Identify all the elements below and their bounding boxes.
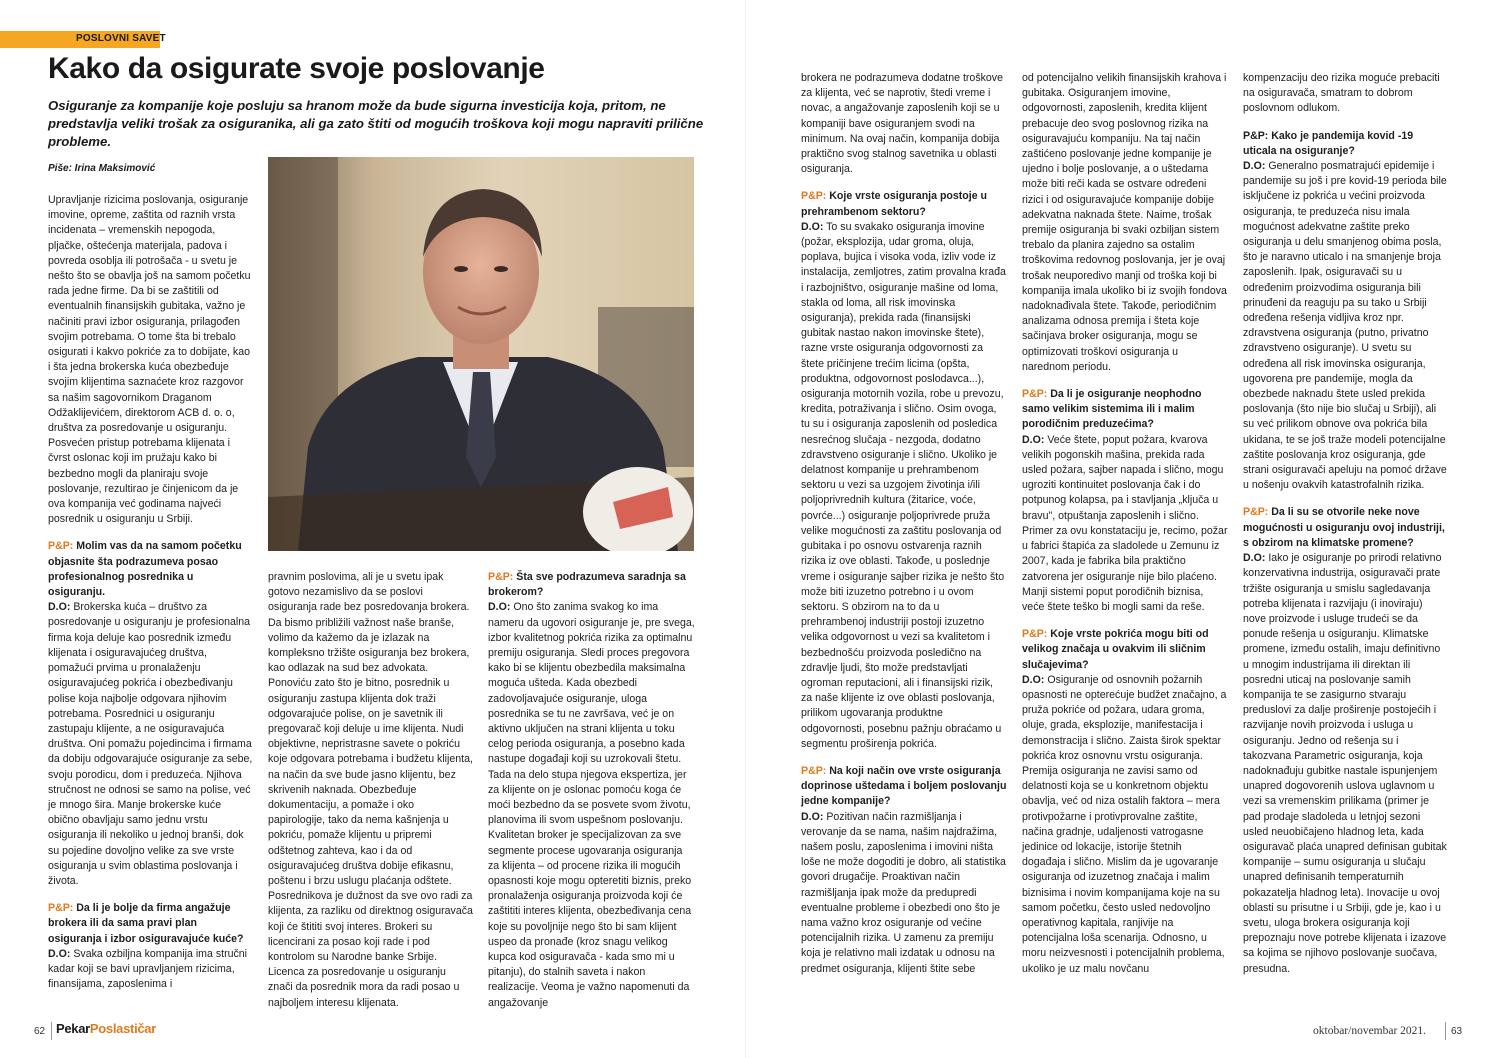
spread-fold xyxy=(745,0,746,1058)
question-9 xyxy=(1243,505,1448,551)
pp-label: P&P: xyxy=(1243,506,1269,519)
question-7-text: Koje vrste pokrića mogu biti od velikog značaja u ovakvim ili sličnim slučajevima? xyxy=(1022,628,1209,671)
question-2 xyxy=(48,901,253,947)
answer-6-text: Veće štete, poput požara, kvarova velikih pogonskih mašina, prekida rada usled požara, sajber napada i slično, mogu ugroziti kontinuitet poslovanja čak i do potpunog kolapsa, pa i stavljanja „ključa u bravu", otpuštanja zaposlenih i slično. Primer za ovu konstataciju je, recimo, požar u fabrici štapića za sladolede u Zemunu iz 2007, kada je fabrika bila praktično zatvorena jer osiguranje nije bilo plaćeno. Manji sistemi poput porodičnih biznisa, veće štete teško bi mogli sami da reše. xyxy=(1022,433,1228,613)
do-label: D.O: xyxy=(1243,552,1266,565)
question-7 xyxy=(1022,627,1228,673)
portrait-illustration xyxy=(268,157,694,551)
magazine-logo xyxy=(56,1021,156,1036)
intro-paragraph: Upravljanje rizicima poslovanja, osiguranje imovine, opreme, zaštita od raznih vrsta incidenata – vremenskih nepogoda, pljačke, oštećenja materijala, padova i povreda osoblja ili potrošača - u svetu je nešto što se obavlja još na samom početku rada jedne firme. Da bi se zaštitili od eventualnih finansijskih gubitaka, važno je načiniti pravi izbor osiguranja, prilagođen svojim potrebama. O tome šta bi trebalo osigurati i kakvo pokriće za to dobijate, kao i šta jedna brokerska kuća obezbeđuje svojim klijentima saznaćete kroz razgovor sa našim sagovornikom Draganom Odžaklijevićem, direktorom ACB d. o. o, društva za posredovanje u osiguranju. Posvećen pristup potrebama klijenata i čvrst oslonac koji im pružaju kako bi bezbedno mogli da planiraju svoje poslovanje, rezultirao je činjenicom da je ova kompanija već godinama najveći posrednik u osiguranju u Srbiji. xyxy=(48,194,251,526)
footer-divider-right xyxy=(1445,1022,1446,1040)
interviewee-photo xyxy=(268,157,694,551)
column-2 xyxy=(268,570,473,1011)
pp-label: P&P: xyxy=(801,764,827,777)
question-3-text: Šta sve podrazumeva saradnja sa brokerom? xyxy=(488,571,686,599)
do-label: D.O: xyxy=(1243,160,1266,173)
question-4-text: Koje vrste osiguranja postoje u prehrambenom sektoru? xyxy=(801,190,988,218)
section-tag-label: POSLOVNI SAVET xyxy=(76,33,166,44)
question-5-text: Na koji način ove vrste osiguranja doprinose uštedama i boljem poslovanju jedne kompanije? xyxy=(801,764,1007,808)
page-number-left: 62 xyxy=(34,1026,46,1037)
answer-2-cont: pravnim poslovima, ali je u svetu ipak gotovo nezamislivo da se poslovi osiguranja rade bez posredovanja brokera. Da bismo približili važnost naše branše, volimo da kažemo da je izlazak na kompleksno tržište osiguranja bez brokera, kao odlazak na sud bez advokata. Ponoviću zato što je bitno, posrednik u osiguranju zastupa klijenta dok traži odgovarajuće polise, on je savetnik ili pregovarač koji deluje u ime klijenta. Nudi objektivne, nepristrasne savete o pokriću koje odgovara potrebama i budžetu klijenta, na način da sve bude jasno klijentu, bez skrivenih naknada. Obezbeđuje dokumentaciju, a pomaže i oko papirologije, tako da nema kašnjenja u pokriću, pomaže klijentu u pripremi odštetnog zahteva, kao i da od osiguravajućeg društva dobije efikasnu, poštenu i brzu uslugu plaćanja odštete. Posrednikova je dužnost da sve ovo radi za klijenta, za razliku od direktnog osiguravača koji će štititi svoj interes. Brokeri su licencirani za posao koji rade i pod kontrolom su Narodne banke Srbije. Licenca za posredovanje u osiguranju znači da posrednik mora da radi posao u najboljem interesu klijenata. xyxy=(268,571,473,1009)
question-9-text: Da li su se otvorile neke nove mogućnosti u osiguranju ovoj industriji, s obzirom na klimatske promene? xyxy=(1243,506,1445,549)
do-label: D.O: xyxy=(801,220,824,233)
pp-label: P&P: xyxy=(48,902,74,915)
column-5 xyxy=(1022,71,1228,977)
do-label: D.O: xyxy=(801,810,824,823)
question-2-text: Da li je bolje da firma angažuje brokera ili da sama pravi plan osiguranja i izbor osiguravajuće kuće? xyxy=(48,902,244,945)
question-3 xyxy=(488,570,696,600)
do-label: D.O: xyxy=(48,947,71,960)
column-6 xyxy=(1243,71,1448,977)
section-tag xyxy=(0,31,166,48)
footer-divider-left xyxy=(51,1022,52,1040)
answer-2-start-text: Svaka ozbiljna kompanija ima stručni kadar koji se bavi upravljanjem rizicima, finansijama, zaposlenima i xyxy=(48,947,248,991)
issue-date: oktobar/novembar 2021. xyxy=(1313,1025,1427,1037)
page-number-right: 63 xyxy=(1451,1026,1463,1037)
answer-9-text: Iako je osiguranje po prirodi relativno konzervativna industrija, osiguravači prate tržište osiguranja u smislu sagledavanja potreba klijenata i razvijaju (i inoviraju) nove proizvode i usluge trudeći se da ponude rešenja u osiguranju. Klimatske promene, između ostalih, imaju definitivno u mnogim industrijama ili direktan ili posredni uticaj na poslovanje samih kompanija te se zasigurno stvaraju preduslovi za dalje proširenje postojećih i razvijanje novih proizvoda i usluga u osiguranju. Jedno od rešenja su i takozvana Parametric osiguranja, koja nadoknađuju gubitke nastale ispunjenjem unapred dogovorenih uslova uglavnom u vezi sa vremenskim prilikama (primer je pad prodaje sladoleda u letnjoj sezoni usled neuobičajeno hladnog leta, kada osiguravač plaća unapred definisan gubitak kompanije – sumu osiguranja u slučaju unapred definisanih temperaturnih pokazatelja hladnog leta). Inovacije u ovoj oblasti su prisutne i u Srbiji, gde je, kao i u svetu, uloga brokera osiguranja koji prepoznaju nove potrebe klijenata i izazove sa kojima se njihovo poslovanje suočava, presudna. xyxy=(1243,552,1447,975)
logo-part-a: Pekar xyxy=(56,1021,90,1036)
answer-5-cont: od potencijalno velikih finansijskih krahova i gubitaka. Osiguranjem imovine, odgovornosti, zaposlenih, kredita klijent prebacuje deo svog poslovnog rizika na osiguravajuću kompaniju. Na taj način zaštićeno poslovanje jedne kompanije je ujedno i bolje poslovanje, a o uštedama može biti reči kada se ostvare određeni rizici i od osiguravajuće kompanije dobije adekvatna naknada štete. Naime, trošak premije osiguranja bi svaki ozbiljan sistem trebalo da planira zajedno sa ostalim troškovima redovnog poslovanja, jer je ovaj trošak neuporedivo manji od troška koji bi kompanija imala ukoliko bi iz svojih fondova nadoknađivala štete. Takođe, periodičnim analizama odnosa premija i šteta koje sačinjava broker osiguranja, mogu se optimizovati troškovi osiguranja u narednom periodu. xyxy=(1022,72,1227,373)
column-3 xyxy=(488,570,696,1011)
question-5 xyxy=(801,764,1007,810)
answer-5-text: Pozitivan način razmišljanja i verovanje da se nama, našim najdražima, našem poslu, zaposlenima i imovini ništa loše ne može dogoditi je dobro, ali statistika govori drugačije. Proaktivan način razmišljanja ipak može da predupredi eventualne probleme i obezbedi ono što je nama važno kroz osiguranje od većine potencijalnih rizika. U zamenu za premiju koja je relativno mali izdatak u odnosu na predmet osiguranja, klijenti štite sebe xyxy=(801,810,1006,975)
answer-3-text: Ono što zanima svakog ko ima nameru da ugovori osiguranje je, pre svega, izbor kvalitetnog pokrića rizika za optimalnu premiju osiguranja. Sledi proces pregovora kako bi se klijentu obezbedila maksimalna moguća ušteda. Kada obezbedi zadovoljavajuće osiguranje, uloga posrednika se tu ne završava, već je on aktivno uključen na strani klijenta u toku celog perioda osiguranja, a posebno kada nastupe događaji koji su uzrokovali štetu. Tada na delo stupa njegova ekspertiza, jer za klijente on je oslonac pomoću koga će moći bezbedno da se posvete svom životu, planovima ili svom uspešnom poslovanju. Kvalitetan broker je specijalizovan za sve segmente procese ugovaranja osiguranja za klijenta – od procene rizika ili mogućih opasnosti koje mogu opteretiti biznis, preko pronalaženja osiguranja proizvoda koji će zaštititi interes klijenta, obezbeđivanja cena koje su povoljnije nego što bi sam klijent uspeo da pronađe (kroz snagu velikog kupca kod osiguravača - kada smo mi u pitanju), do stalnih saveta i nakon realizacije. Veoma je važno napomenuti da angažovanje xyxy=(488,601,695,1009)
question-6 xyxy=(1022,387,1228,433)
column-1 xyxy=(48,193,253,992)
do-label: D.O: xyxy=(488,601,511,614)
article-title: Kako da osigurate svoje poslovanje xyxy=(48,52,545,85)
article-lead: Osiguranje za kompanije koje posluju sa hranom može da bude sigurna investicija koja, pritom, ne predstavlja veliki trošak za osiguranika, ali ga zato štiti od mogućih troškova koji mogu napraviti prilične probleme. xyxy=(48,98,704,149)
answer-7-text: Osiguranje od osnovnih požarnih opasnosti ne opterećuje budžet značajno, a pruža pokriće od požara, udara groma, oluje, grada, eksplozije, manifestacija i demonstracija i slično. Zaista širok spektar pokrića kroz osnovnu vrstu osiguranja. Premija osiguranja ne zavisi samo od delatnosti koja se u konkretnom objektu obavlja, već od niza ostalih faktora – mera protivpožarne i protivprovalne zaštite, načina gradnje, udaljenosti vatrogasne jedinice od lokacije, istorije štetnih događaja i slično. Mislim da je ugovaranje osiguranja od izuzetnog značaja i malim biznisima i novim kompanijama koje na su samom početku, često usled nedovoljno operativnog kapitala, ranjivije na potencijalna loša scenarija. Odnosno, u moru neizvesnosti i potencijalnih problema, ukoliko je uz malu novčanu xyxy=(1022,673,1227,975)
pp-label: P&P: xyxy=(1022,388,1048,401)
answer-3-cont: brokera ne podrazumeva dodatne troškove za klijenta, već se naprotiv, štedi vreme i novac, a angažovanje zaposlenih koji se u kompaniji bave osiguranjem svodi na minimum. Na ovaj način, kompanija dobija praktično svog stalnog savetnika u oblasti osiguranja. xyxy=(801,72,1003,176)
question-6-text: Da li je osiguranje neophodno samo velikim sistemima ili i malim porodičnim preduzećima? xyxy=(1022,388,1202,431)
answer-7 xyxy=(1022,673,1228,977)
question-4 xyxy=(801,189,1007,219)
answer-8 xyxy=(1243,159,1448,493)
answer-4 xyxy=(801,220,1007,752)
pp-label: P&P: xyxy=(488,571,514,583)
answer-5 xyxy=(801,810,1007,977)
question-8: P&P: Kako je pandemija kovid -19 uticala na osiguranje? xyxy=(1243,129,1414,157)
pp-label: P&P: xyxy=(1022,628,1048,641)
answer-8-text: Generalno posmatrajući epidemije i pandemije su još i pre kovid-19 perioda bile isključene iz pokrića u većini proizvoda osiguranja, te preduzeća nisu imala mogućnost adekvatne zaštite preko osiguranja u delu smanjenog obima posla, što je naravno uticalo i na smanjenje broja zaposlenih. Ipak, osiguravači su u određenim proizvodima osiguranja bili prinuđeni da reaguju pa su tako u Srbiji određena rešenja vidljiva kroz npr. zdravstvena osiguranja (putno, privatno zdravstveno osiguranje). U svetu su određena all risk imovinska osiguranja, ugovorena pre pandemije, mogla da obezbede naknadu štete usled prekida poslovanja (što nije bio slučaj u Srbiji), ali su već prilikom obnove ova pokrića bila ukidana, te se još traže modeli potencijalne zaštite poslovanja kroz osiguranja, gde strani osiguravači apeluju na pomoć države u nošenju ovakvih katastrofalnih rizika. xyxy=(1243,160,1447,492)
answer-3 xyxy=(488,600,696,1010)
answer-6 xyxy=(1022,433,1228,615)
do-label: D.O: xyxy=(1022,433,1045,446)
answer-7-cont: kompenzaciju deo rizika moguće prebaciti na osiguravača, smatram to dobrom poslovnom odlukom. xyxy=(1243,72,1440,115)
pp-label: P&P: xyxy=(801,190,827,203)
answer-1-text: Brokerska kuća – društvo za posredovanje u osiguranju je profesionalna firma koja deluje kao posrednik između klijenata i osiguravajućeg društva, pomažući prvima u pronalaženju osiguravajućeg pokrića i obezbeđivanju polise koja najbolje odgovara njihovim potrebama. Posrednici u osiguranju zastupaju klijente, a ne osiguravajuća društva. Oni pomažu pojedincima i firmama da dobiju odgovarajuće osiguranje za sebe, svoju porodicu, dom i preduzeća. Njihova stručnost ne odnosi se samo na polise, već je mnogo šira. Manje brokerske kuće obično obavljaju samo jednu vrstu osiguranja ili nekoliko u jednoj branši, dok su pojedine dovoljno velike za sve vrste osiguranja u svim oblastima poslovanja i života. xyxy=(48,601,253,887)
do-label: D.O: xyxy=(48,601,71,614)
logo-part-b: Poslastičar xyxy=(89,1021,156,1036)
pp-label: P&P: xyxy=(48,540,74,553)
question-1-text: Molim vas da na samom početku objasnite šta podrazumeva posao profesionalnog posrednika u osiguranju. xyxy=(48,540,242,599)
answer-9 xyxy=(1243,551,1448,977)
question-1 xyxy=(48,539,253,600)
article-author: Piše: Irina Maksimović xyxy=(48,163,156,174)
answer-1 xyxy=(48,600,253,889)
column-4 xyxy=(801,71,1007,977)
answer-4-text: To su svakako osiguranja imovine (požar, eksplozija, udar groma, oluja, poplava, bujica i visoka voda, izliv vode iz instalacija, zemljotres, zatim provalna krađa i razbojništvo, osiguranje mašine od loma, stakla od loma, all risk imovinska osiguranja), prekida rada (finansijski gubitak nastao nakon imovinske štete), razne vrste osiguranja odgovornosti za štete pričinjene trećim licima (opšta, produktna, odgovornost poslodavca...), osiguranja motornih vozila, robe u prevozu, kredita, potraživanja i slično. Osim ovoga, tu su i osiguranja zaposlenih od posledica nesrećnog slučaja - nezgoda, dodatno zdravstveno osiguranje i slično. Ukoliko je delatnost kompanije u prehrambenom sektoru u vezi sa uzgojem životinja i/ili poljoprivrednih kultura (žitarice, voće, povrće...) osiguranje poljoprivrede pruža velike mogućnosti za zaštitu poslovanja od gubitaka i po osnovu ostvarenja raznih rizika iz ove oblasti. Takođe, u poslednje vreme i osiguranje sajber rizika je nešto što može biti izuzetno potrebno i u ovom sektoru. S obzirom na to da u prehrambenoj industriji postoji izuzetno velika odgovornost u vezi sa kvalitetom i bezbednošću proizvoda posledično na zdravlje ljudi, što može predstavljati ogroman reputacioni, ali i finansijski rizik, za naše klijente iz ove oblasti poslovanja, prilikom ugovaranja produktne odgovornosti, posebnu pažnju obraćamo u segmentu proširenja pokrića. xyxy=(801,220,1006,750)
do-label: D.O: xyxy=(1022,673,1045,686)
answer-2-start xyxy=(48,947,253,993)
